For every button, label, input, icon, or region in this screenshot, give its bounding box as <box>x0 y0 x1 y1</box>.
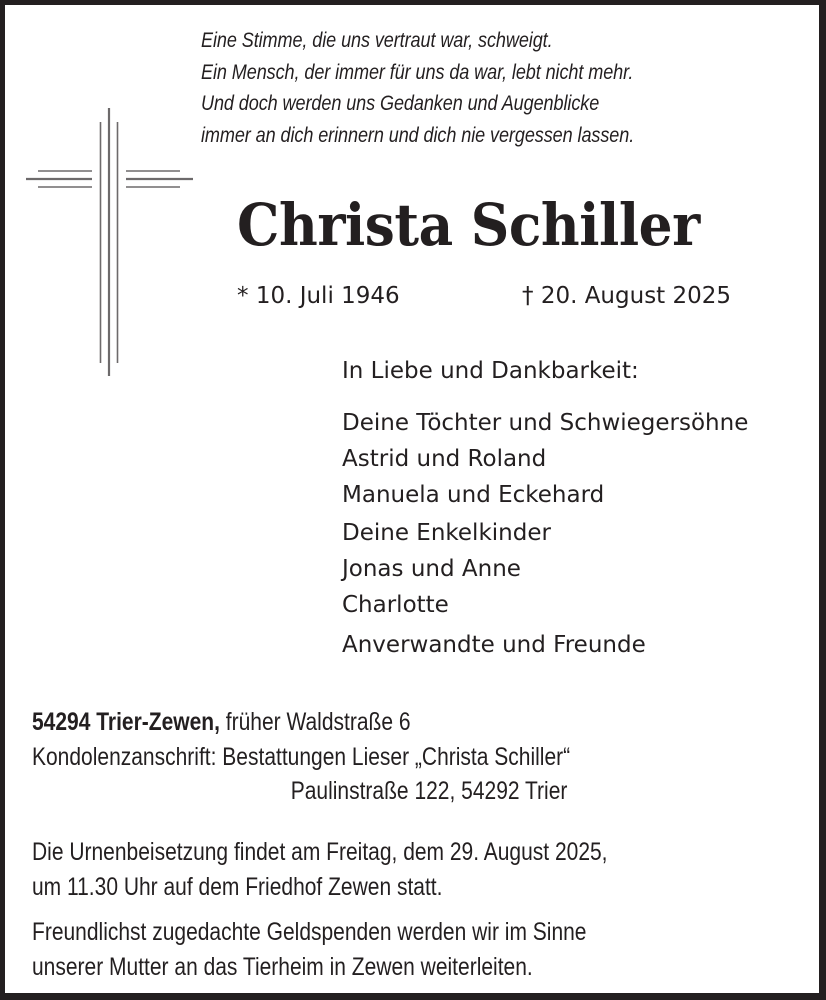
mourner-line: Manuela und Eckehard <box>342 482 605 508</box>
deceased-name: Christa Schiller <box>237 191 700 259</box>
residence-place: 54294 Trier-Zewen, <box>32 708 220 736</box>
verse-line: Ein Mensch, der immer für uns da war, lebt nicht mehr. <box>201 60 634 84</box>
obituary-notice <box>5 5 819 993</box>
condolence-line <box>32 740 570 775</box>
mourner-line: Jonas und Anne <box>342 556 521 582</box>
mourner-line: Deine Töchter und Schwiegersöhne <box>342 410 749 436</box>
mourners-group-children <box>342 405 748 513</box>
death-cross-icon: † <box>522 283 534 309</box>
verse-line: Und doch werden uns Gedanken und Augenblicke <box>201 92 600 115</box>
death-date-value: 20. August 2025 <box>540 283 732 309</box>
mourner-line: Charlotte <box>342 592 449 618</box>
notice-line: um 11.30 Uhr auf dem Friedhof Zewen statt. <box>32 872 443 901</box>
birth-date-value: 10. Juli 1946 <box>255 283 400 309</box>
cross-icon <box>5 5 205 385</box>
death-date <box>522 279 731 313</box>
mourner-line: Anverwandte und Freunde <box>342 632 646 658</box>
mourners-heading: In Liebe und Dankbarkeit: <box>342 358 639 384</box>
condolence-street: Paulinstraße 122, 54292 Trier <box>290 777 568 805</box>
memorial-verse <box>201 25 634 151</box>
residence-line <box>32 705 570 740</box>
birth-date <box>237 279 400 313</box>
birth-star-icon: * <box>237 283 249 309</box>
verse-line: Eine Stimme, die uns vertraut war, schweigt. <box>201 29 553 52</box>
verse-line: immer an dich erinnern und dich nie vergessen lassen. <box>201 123 635 147</box>
mourners-group-grandchildren <box>342 515 551 623</box>
notice-line: Die Urnenbeisetzung findet am Freitag, dem 29. August 2025, <box>32 838 608 866</box>
address-block <box>32 705 570 809</box>
notice-line: unserer Mutter an das Tierheim in Zewen weiterleiten. <box>32 952 533 981</box>
donation-notice <box>32 915 586 984</box>
mourners-group-relatives <box>342 627 646 663</box>
residence-former: früher Waldstraße 6 <box>219 708 411 736</box>
mourner-line: Deine Enkelkinder <box>342 520 551 546</box>
condolence-label: Kondolenzanschrift: <box>32 742 217 771</box>
condolence-recipient: Bestattungen Lieser „Christa Schiller“ <box>216 742 571 771</box>
notice-line: Freundlichst zugedachte Geldspenden werden wir im Sinne <box>32 918 587 946</box>
mourner-line: Astrid und Roland <box>342 446 547 472</box>
burial-notice <box>32 835 608 904</box>
